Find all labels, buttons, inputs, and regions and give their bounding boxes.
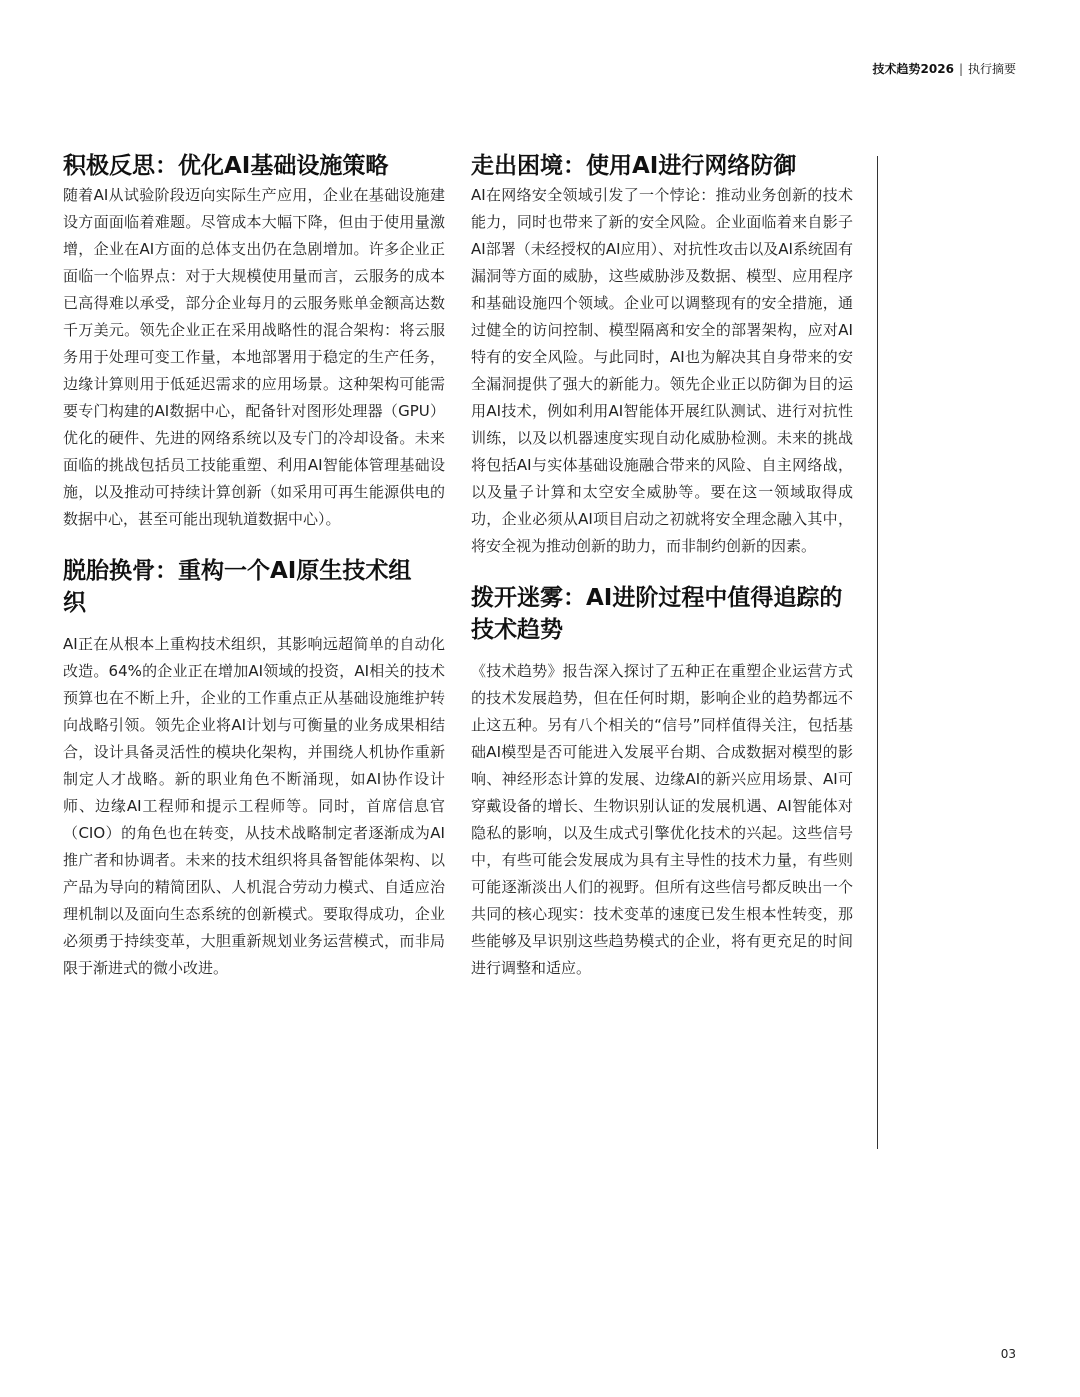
- section-body: AI在网络安全领域引发了一个悖论：推动业务创新的技术能力，同时也带来了新的安全风险。企业面临着来自影子AI部署（未经授权的AI应用）、对抗性攻击以及AI系统固有漏洞等方面的威胁，这些威胁涉及数据、模型、应用程序和基础设施四个领域。企业可以调整现有的安全措施，通过健全的访问控制、模型隔离和安全的部署架构，应对AI特有的安全风险。与此同时，AI也为解决其自身带来的安全漏洞提供了强大的新能力。领先企业正以防御为目的运用AI技术，例如利用AI智能体开展红队测试、进行对抗性训练，以及以机器速度实现自动化威胁检测。未来的挑战将包括AI与实体基础设施融合带来的风险、自主网络战，以及量子计算和太空安全威胁等。要在这一领域取得成功，企业必须从AI项目启动之初就将安全理念融入其中，将安全视为推动创新的助力，而非制约创新的因素。: [471, 186, 853, 555]
- right-column: [471, 150, 853, 1002]
- running-header: [873, 61, 1016, 77]
- section-heading: 拨开迷雾：AI进阶过程中值得追踪的技术趋势: [471, 585, 843, 643]
- report-title: 技术趋势2026: [872, 62, 954, 76]
- section-body: 随着AI从试验阶段迈向实际生产应用，企业在基础设施建设方面面临着难题。尽管成本大幅下降，但由于使用量激增，企业在AI方面的总体支出仍在急剧增加。许多企业正面临一个临界点：对于大规模使用量而言，云服务的成本已高得难以承受，部分企业每月的云服务账单金额高达数千万美元。领先企业正在采用战略性的混合架构：将云服务用于处理可变工作量，本地部署用于稳定的生产任务，边缘计算则用于低延迟需求的应用场景。这种架构可能需要专门构建的AI数据中心，配备针对图形处理器（GPU）优化的硬件、先进的网络系统以及专门的冷却设备。未来面临的挑战包括员工技能重塑、利用AI智能体管理基础设施，以及推动可持续计算创新（如采用可再生能源供电的数据中心，甚至可能出现轨道数据中心）。: [63, 186, 445, 528]
- section-ai-infrastructure: [63, 150, 445, 533]
- section-body: 《技术趋势》报告深入探讨了五种正在重塑企业运营方式的技术发展趋势，但在任何时期，影响企业的趋势都远不止这五种。另有八个相关的“信号”同样值得关注，包括基础AI模型是否可能进入发展平台期、合成数据对模型的影响、神经形态计算的发展、边缘AI的新兴应用场景、AI可穿戴设备的增长、生物识别认证的发展机遇、AI智能体对隐私的影响，以及生成式引擎优化技术的兴起。这些信号中，有些可能会发展成为具有主导性的技术力量，有些则可能逐渐淡出人们的视野。但所有这些信号都反映出一个共同的核心现实：技术变革的速度已发生根本性转变，那些能够及早识别这些趋势模式的企业，将有更充足的时间进行调整和适应。: [471, 662, 853, 977]
- section-heading: 脱胎换骨：重构一个AI原生技术组织: [63, 558, 412, 616]
- section-cyber-defense: [471, 150, 853, 560]
- left-column: [63, 150, 445, 1002]
- section-body: AI正在从根本上重构技术组织，其影响远超简单的自动化改造。64%的企业正在增加AI领域的投资，AI相关的技术预算也在不断上升，企业的工作重点正从基础设施维护转向战略引领。领先企业将AI计划与可衡量的业务成果相结合，设计具备灵活性的模块化架构，并围绕人机协作重新制定人才战略。新的职业角色不断涌现，如AI协作设计师、边缘AI工程师和提示工程师等。同时，首席信息官（CIO）的角色也在转变，从技术战略制定者逐渐成为AI推广者和协调者。未来的技术组织将具备智能体架构、以产品为导向的精简团队、人机混合劳动力模式、自适应治理机制以及面向生态系统的创新模式。要取得成功，企业必须勇于持续变革，大胆重新规划业务运营模式，而非局限于渐进式的微小改进。: [63, 635, 445, 977]
- page-number: 03: [1000, 1347, 1016, 1361]
- section-heading: 走出困境：使用AI进行网络防御: [471, 153, 797, 179]
- report-subtitle: 执行摘要: [967, 62, 1016, 76]
- section-ai-native-org: [63, 555, 445, 982]
- section-signals: [471, 582, 853, 982]
- section-heading: 积极反思：优化AI基础设施策略: [63, 153, 389, 179]
- header-separator: |: [958, 62, 963, 76]
- column-divider: [877, 156, 878, 1149]
